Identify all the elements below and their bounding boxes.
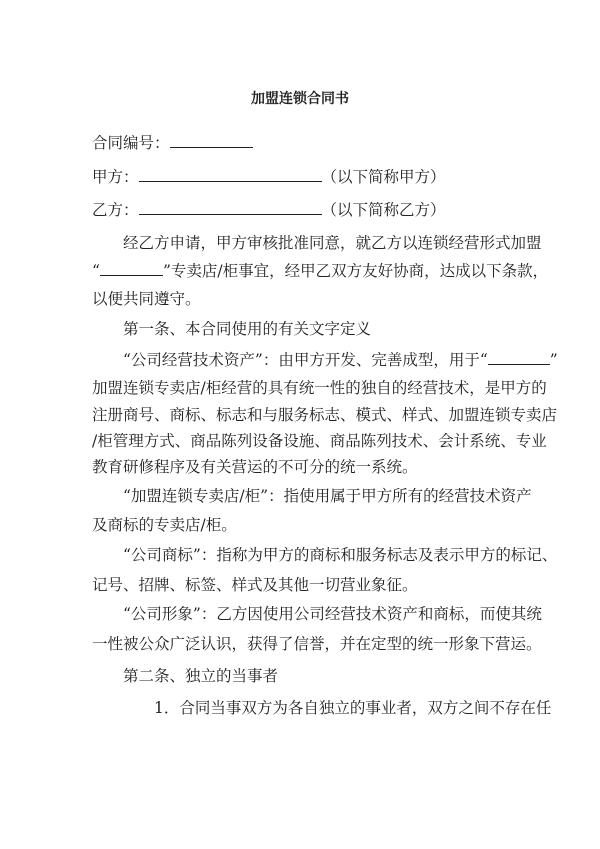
article-1-heading: 第一条、本合同使用的有关文字定义 [123,320,372,338]
intro-line-2 [92,261,549,281]
contract-number-blank [170,133,253,148]
contract-number-label: 合同编号： [92,134,170,152]
party-a-line [92,167,508,187]
party-a-label: 甲方： [92,168,139,186]
brand-blank [100,261,163,276]
party-b-line [92,200,508,220]
party-b-label: 乙方： [92,201,139,219]
party-b-suffix: （以下简称乙方） [321,201,446,219]
definition-4-line-1: “公司形象”：乙方因使用公司经营技术资产和商标，而使其统 [123,605,542,623]
definition-3-line-1: “公司商标”：指称为甲方的商标和服务标志及表示甲方的标记、 [123,546,558,564]
quote-open: “ [92,262,100,280]
document-title: 加盟连锁合同书 [251,91,349,107]
article-2-item-1: 1．合同当事双方为各自独立的事业者，双方之间不存在任 [154,699,552,717]
party-b-blank [139,200,322,215]
intro-line-3: 以便共同遵守。 [92,290,201,308]
definition-4-line-2: 一性被公众广泛认识，获得了信誉，并在定型的统一形象下营运。 [92,635,542,653]
contract-number-line [92,133,508,153]
definition-2-line-2: 及商标的专卖店/柜。 [92,516,237,534]
definition-1-text: “公司经营技术资产”：由甲方开发、完善成型，用于“ [123,351,488,369]
definition-1-line-4: /柜管理方式、商品陈列设备设施、商品陈列技术、会计系统、专业 [92,432,547,450]
definition-3-line-2: 记号、招牌、标签、样式及其他一切营业象征。 [92,576,418,594]
definition-1-line-3: 注册商号、商标、标志和与服务标志、模式、样式、加盟连锁专卖店 [92,406,558,424]
party-a-suffix: （以下简称甲方） [321,168,446,186]
quote-close: ” [549,351,558,369]
party-a-blank [139,167,322,182]
definition-2-line-1: “加盟连锁专卖店/柜”：指使用属于甲方所有的经营技术资产 [123,487,532,505]
definition-1-blank [488,350,550,365]
definition-1-line-1 [92,350,558,370]
definition-1-line-5: 教育研修程序及有关营运的不可分的统一系统。 [92,458,418,476]
definition-1-line-2: 加盟连锁专卖店/柜经营的具有统一性的独自的经营技术，是甲方的 [92,379,547,397]
intro-line-2-text: ”专卖店/柜事宜，经甲乙双方友好协商，达成以下条款， [162,262,549,280]
intro-line-1: 经乙方申请，甲方审核批准同意，就乙方以连锁经营形式加盟 [123,234,542,252]
article-2-heading: 第二条、独立的当事者 [123,667,279,685]
